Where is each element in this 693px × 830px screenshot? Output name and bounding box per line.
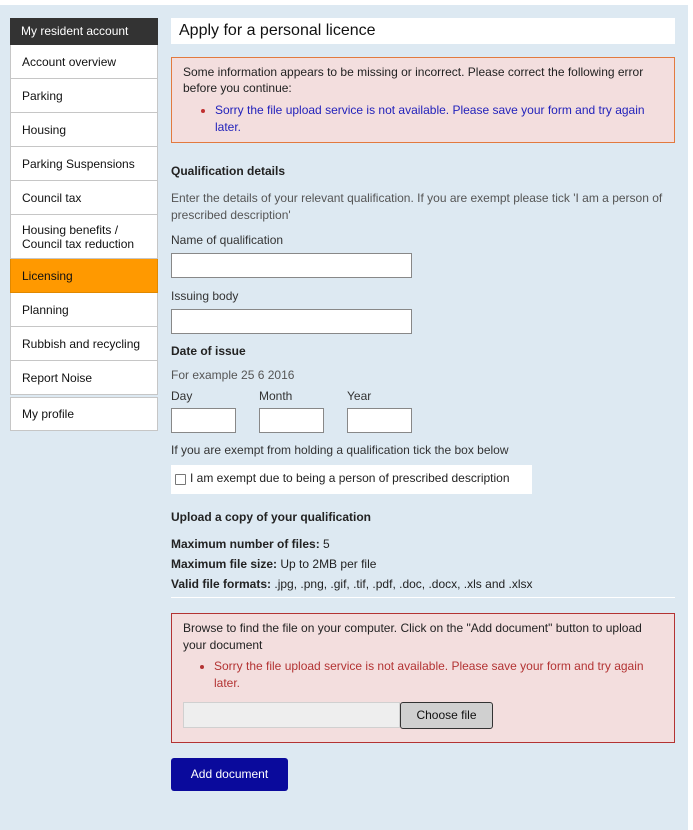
formats-label: Valid file formats: <box>171 577 272 591</box>
sidebar-item-label: Council tax <box>22 190 82 205</box>
qualification-name-field[interactable] <box>171 253 412 278</box>
max-size-label: Maximum file size: <box>171 557 278 571</box>
error-list <box>183 102 663 136</box>
date-of-issue-heading: Date of issue <box>171 344 246 358</box>
qualification-heading: Qualification details <box>171 164 286 178</box>
exempt-checkbox[interactable] <box>175 474 186 485</box>
sidebar-item-rubbish-recycling[interactable] <box>10 327 158 361</box>
exempt-option <box>171 465 532 494</box>
date-fields <box>171 389 675 433</box>
upload-error-item: • Sorry the file upload service is not available. Please save your form and try again later. <box>214 658 663 692</box>
formats-value: .jpg, .png, .gif, .tif, .pdf, .doc, .docx, .xls and .xlsx <box>274 577 533 591</box>
sidebar-item-parking-suspensions[interactable] <box>10 147 158 181</box>
sidebar-item-label: Account overview <box>22 54 117 69</box>
page-background <box>0 5 688 830</box>
choose-file-button[interactable]: Choose file <box>400 702 493 729</box>
day-label: Day <box>171 389 193 403</box>
error-summary-intro: Some information appears to be missing or incorrect. Please correct the following error before you continue: <box>183 65 644 95</box>
browse-instructions: Browse to find the file on your computer. Click on the "Add document" button to upload your document <box>183 621 642 652</box>
sidebar-item-label: Housing <box>22 122 67 137</box>
sidebar-item-housing-benefits[interactable] <box>10 215 158 259</box>
sidebar-item-label: Report Noise <box>22 370 93 385</box>
qualification-name-label: Name of qualification <box>171 233 284 247</box>
sidebar-item-label: Parking Suspensions <box>22 156 135 171</box>
year-label: Year <box>347 389 372 403</box>
sidebar-item-licensing[interactable] <box>10 259 158 293</box>
sidebar-item-label: Rubbish and recycling <box>22 336 141 351</box>
add-document-button[interactable]: Add document <box>171 758 288 791</box>
date-hint: For example 25 6 2016 <box>171 368 295 382</box>
day-field[interactable] <box>171 408 236 433</box>
error-summary <box>171 57 675 143</box>
sidebar-item-parking[interactable] <box>10 79 158 113</box>
max-files-value: 5 <box>323 537 330 551</box>
sidebar-item-council-tax[interactable] <box>10 181 158 215</box>
sidebar-item-label: Planning <box>22 302 69 317</box>
upload-requirements <box>171 534 675 594</box>
month-field[interactable] <box>259 408 324 433</box>
upload-error-list <box>183 658 663 692</box>
sidebar-item-housing[interactable] <box>10 113 158 147</box>
sidebar-item-label: Housing benefits / Council tax reduction <box>22 222 135 251</box>
issuing-body-field[interactable] <box>171 309 412 334</box>
sidebar-nav <box>10 18 158 431</box>
sidebar-item-planning[interactable] <box>10 293 158 327</box>
exempt-prompt: If you are exempt from holding a qualification tick the box below <box>171 443 509 457</box>
month-label: Month <box>259 389 293 403</box>
sidebar-header: My resident account <box>10 18 158 45</box>
exempt-checkbox-label[interactable]: I am exempt due to being a person of prescribed description <box>190 471 510 485</box>
file-picker <box>183 702 663 729</box>
qualification-hint: Enter the details of your relevant qualification. If you are exempt please tick 'I am a person of prescribed description' <box>171 191 663 222</box>
main-content <box>171 18 675 791</box>
upload-heading: Upload a copy of your qualification <box>171 510 372 524</box>
sidebar-item-report-noise[interactable] <box>10 361 158 395</box>
error-item[interactable]: • Sorry the file upload service is not available. Please save your form and try again later. <box>215 102 663 136</box>
sidebar-item-label: Licensing <box>22 268 73 283</box>
year-field[interactable] <box>347 408 412 433</box>
sidebar-item-label: My profile <box>22 407 75 421</box>
sidebar-item-account-overview[interactable] <box>10 45 158 79</box>
sidebar-item-my-profile[interactable] <box>10 397 158 431</box>
issuing-body-label: Issuing body <box>171 289 239 303</box>
upload-panel <box>171 613 675 743</box>
max-files-label: Maximum number of files: <box>171 537 320 551</box>
max-size-value: Up to 2MB per file <box>280 557 377 571</box>
sidebar-item-label: Parking <box>22 88 63 103</box>
page-title: Apply for a personal licence <box>171 18 675 44</box>
file-path-display[interactable] <box>183 702 400 728</box>
